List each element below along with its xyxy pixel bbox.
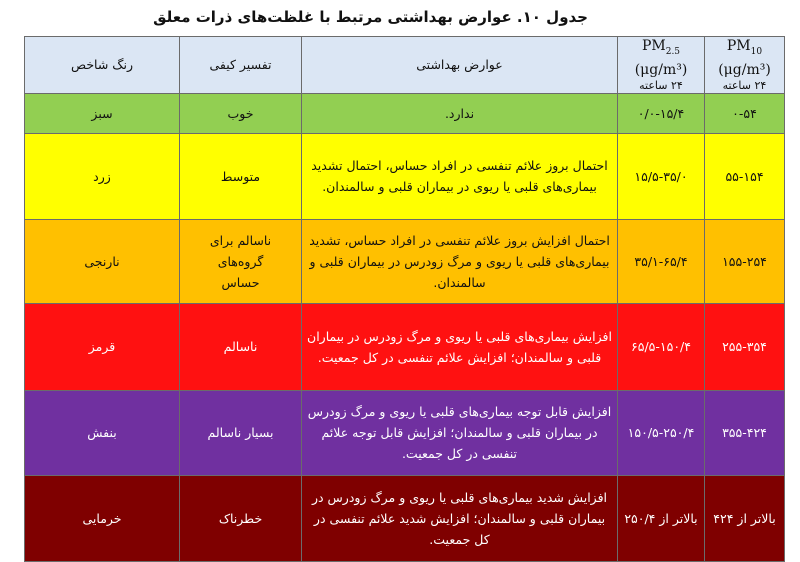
pm25-range-cell: ۱۵/۵-۳۵/۰ <box>618 133 705 219</box>
pm25-subscript: 2.5 <box>665 46 681 57</box>
color-name-cell: خرمایی <box>25 475 180 561</box>
header-pm10 <box>705 37 785 94</box>
pm10-range-cell: ۰-۵۴ <box>705 93 785 133</box>
pm25-range-cell: ۱۵۰/۵-۲۵۰/۴ <box>618 390 705 475</box>
pm25-unit: (μg/m³) <box>634 61 688 78</box>
pm25-range-cell: بالاتر از ۲۵۰/۴ <box>618 475 705 561</box>
pm10-range-cell: ۳۵۵-۴۲۴ <box>705 390 785 475</box>
interpretation-cell: خوب <box>180 93 302 133</box>
health-effects-cell: افزایش شدید بیماری‌های قلبی یا ریوی و مرگ زودرس در بیماران قلبی و سالمندان؛ افزایش شدید علائم تنفسی در کل جمعیت. <box>302 475 618 561</box>
header-row <box>25 37 785 94</box>
header-interpretation: تفسیر کیفی <box>180 37 302 94</box>
pm25-range-cell: ۶۵/۵-۱۵۰/۴ <box>618 303 705 390</box>
color-name-cell: نارنجی <box>25 219 180 303</box>
table-row <box>25 93 785 133</box>
pm25-range-cell: ۳۵/۱-۶۵/۴ <box>618 219 705 303</box>
interpretation-cell: متوسط <box>180 133 302 219</box>
health-effects-cell: افزایش قابل توجه بیماری‌های قلبی یا ریوی و مرگ زودرس در بیماران قلبی و سالمندان؛ افزایش قابل توجه علائم تنفسی در کل جمعیت. <box>302 390 618 475</box>
header-pm25 <box>618 37 705 94</box>
pm10-range-cell: ۱۵۵-۲۵۴ <box>705 219 785 303</box>
pm25-period: ۲۴ ساعته <box>639 78 683 92</box>
health-effects-cell: احتمال بروز علائم تنفسی در افراد حساس، احتمال تشدید بیماری‌های قلبی یا ریوی در بیماران قلبی و سالمندان. <box>302 133 618 219</box>
interpretation-cell: بسیار ناسالم <box>180 390 302 475</box>
pm10-range-cell: بالاتر از ۴۲۴ <box>705 475 785 561</box>
color-name-cell: قرمز <box>25 303 180 390</box>
color-name-cell: بنفش <box>25 390 180 475</box>
interpretation-cell: ناسالم برای گروه‌های حساس <box>180 219 302 303</box>
table-caption: جدول ۱۰. عوارض بهداشتی مرتبط با غلظت‌های ذرات معلق <box>153 8 588 26</box>
interpretation-cell: خطرناک <box>180 475 302 561</box>
color-name-cell: سبز <box>25 93 180 133</box>
pm10-range-cell: ۵۵-۱۵۴ <box>705 133 785 219</box>
pm10-range-cell: ۲۵۵-۳۵۴ <box>705 303 785 390</box>
pm-health-effects-table <box>24 36 785 562</box>
health-effects-cell: افزایش بیماری‌های قلبی یا ریوی و مرگ زودرس در بیماران قلبی و سالمندان؛ افزایش علائم تنفسی در کل جمعیت. <box>302 303 618 390</box>
table-row <box>25 475 785 561</box>
health-effects-cell: احتمال افزایش بروز علائم تنفسی در افراد حساس، تشدید بیماری‌های قلبی یا ریوی و مرگ زودرس در بیماران قلبی و سالمندان. <box>302 219 618 303</box>
table-row <box>25 303 785 390</box>
pm10-unit: (μg/m³) <box>718 61 771 78</box>
table-row <box>25 219 785 303</box>
header-color: رنگ شاخص <box>25 37 180 94</box>
color-name-cell: زرد <box>25 133 180 219</box>
pm10-label: PM <box>726 38 751 54</box>
pm25-label: PM <box>641 38 666 54</box>
interpretation-cell: ناسالم <box>180 303 302 390</box>
pm10-subscript: 10 <box>750 46 763 57</box>
health-effects-cell: ندارد. <box>302 93 618 133</box>
table-row <box>25 390 785 475</box>
pm10-period: ۲۴ ساعته <box>722 78 767 92</box>
table-row <box>25 133 785 219</box>
pm25-range-cell: ۰/۰-۱۵/۴ <box>618 93 705 133</box>
header-health-effects: عوارض بهداشتی <box>302 37 618 94</box>
